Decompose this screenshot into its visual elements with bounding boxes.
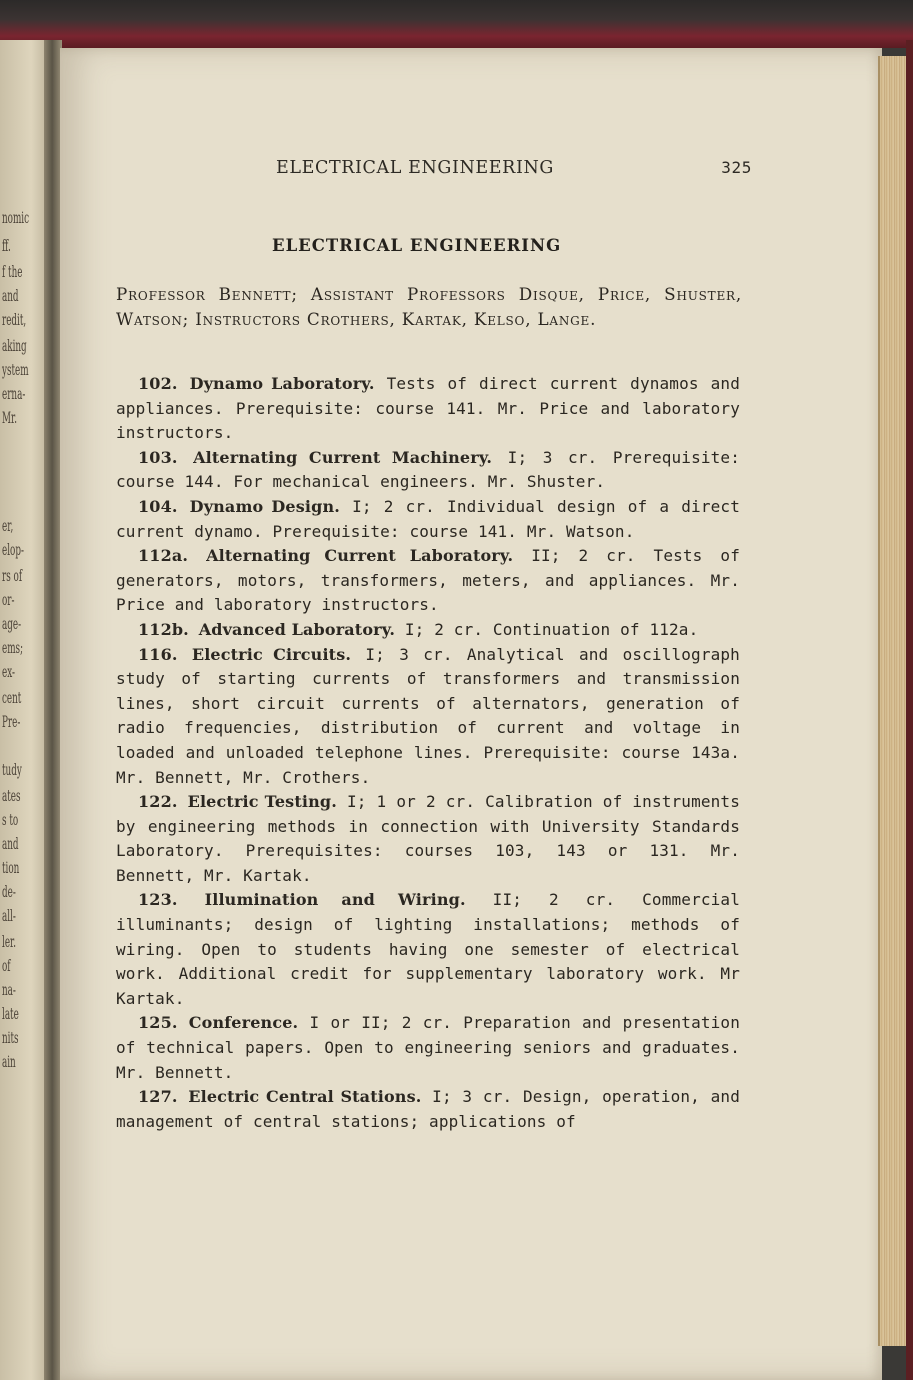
course-number: 116.: [138, 644, 178, 664]
course-title: Illumination and Wiring.: [204, 890, 466, 910]
course-number: 122.: [138, 792, 178, 812]
course-description: I or II; 2 cr. Preparation and presentation of technical papers. Open to engineering seniors and graduates. Mr. Bennett.: [116, 1013, 740, 1082]
course-entry: [116, 1011, 740, 1085]
course-entry: [116, 643, 740, 791]
course-title: Dynamo Design.: [189, 496, 340, 516]
course-title: Alternating Current Machinery.: [193, 447, 493, 467]
course-description: Tests of direct current dynamos and appliances. Prerequisite: course 141. Mr. Price and laboratory instructors.: [116, 374, 740, 443]
course-number: 127.: [138, 1087, 178, 1107]
course-entry: [116, 888, 740, 1011]
faculty-list: [116, 282, 742, 331]
section-title: ELECTRICAL ENGINEERING: [272, 236, 562, 255]
course-title: Electric Central Stations.: [188, 1087, 422, 1107]
course-title: Electric Circuits.: [191, 644, 352, 664]
running-head-title: ELECTRICAL ENGINEERING: [276, 158, 554, 178]
course-description: I; 2 cr. Continuation of 112a.: [404, 619, 699, 639]
course-number: 112a.: [138, 546, 189, 566]
course-number: 112b.: [138, 619, 189, 639]
facing-page-edge: nomic ff. f the and redit, aking ystem erna- Mr. er, elop- rs of or- age- ems; ex- cent Pre- tudy ates s to and tion de- all- ler. of na- late nits ain: [0, 40, 52, 1380]
faculty-text: Professor Bennett; Assistant Professors Disque, Price, Shuster, Watson; Instructors Crothers, Kartak, Kelso, Lange.: [116, 284, 742, 329]
course-number: 125.: [138, 1013, 178, 1033]
book-cover-edge: [0, 0, 913, 48]
course-description: I; 3 cr. Analytical and oscillograph study of starting currents of transformers and transmission lines, short circuit currents of alternators, generation of radio frequencies, distribution of current and voltage in loaded and unloaded telephone lines. Prerequisite: course 143a. Mr. Bennett, Mr. Crothers.: [116, 644, 740, 787]
course-list: [116, 372, 740, 1134]
course-number: 123.: [138, 890, 178, 910]
course-title: Conference.: [188, 1013, 299, 1033]
course-number: 104.: [138, 496, 178, 516]
course-entry: [116, 446, 740, 495]
course-entry: [116, 1085, 740, 1134]
running-head: [276, 158, 752, 182]
course-number: 103.: [138, 447, 178, 467]
course-entry: [116, 495, 740, 544]
course-number: 102.: [138, 374, 178, 393]
course-entry: [116, 790, 740, 888]
course-description: I; 3 cr. Prerequisite: course 144. For mechanical engineers. Mr. Shuster.: [116, 447, 740, 492]
course-description: II; 2 cr. Tests of generators, motors, transformers, meters, and appliances. Mr. Price and laboratory instructors.: [116, 546, 740, 615]
course-description: II; 2 cr. Commercial illuminants; design of lighting installations; methods of wiring. Open to students having one semester of electrical work. Additional credit for supplementary laboratory work. Mr Kartak.: [116, 890, 740, 1008]
course-title: Dynamo Laboratory.: [189, 374, 375, 393]
course-entry: [116, 372, 740, 446]
course-entry: [116, 544, 740, 618]
course-title: Alternating Current Laboratory.: [206, 546, 514, 566]
cover-back-edge: [906, 40, 913, 1380]
course-title: Advanced Laboratory.: [198, 619, 396, 639]
course-description: I; 1 or 2 cr. Calibration of instruments by engineering methods in connection with University Standards Laboratory. Prerequisites: courses 103, 143 or 131. Mr. Bennett, Mr. Kartak.: [116, 792, 740, 885]
course-title: Electric Testing.: [187, 792, 337, 812]
course-description: I; 2 cr. Individual design of a direct current dynamo. Prerequisite: course 141. Mr. Watson.: [116, 496, 740, 541]
course-entry: [116, 618, 740, 643]
course-description: I; 3 cr. Design, operation, and management of central stations; applications of: [116, 1087, 740, 1131]
page-number: 325: [721, 158, 752, 177]
